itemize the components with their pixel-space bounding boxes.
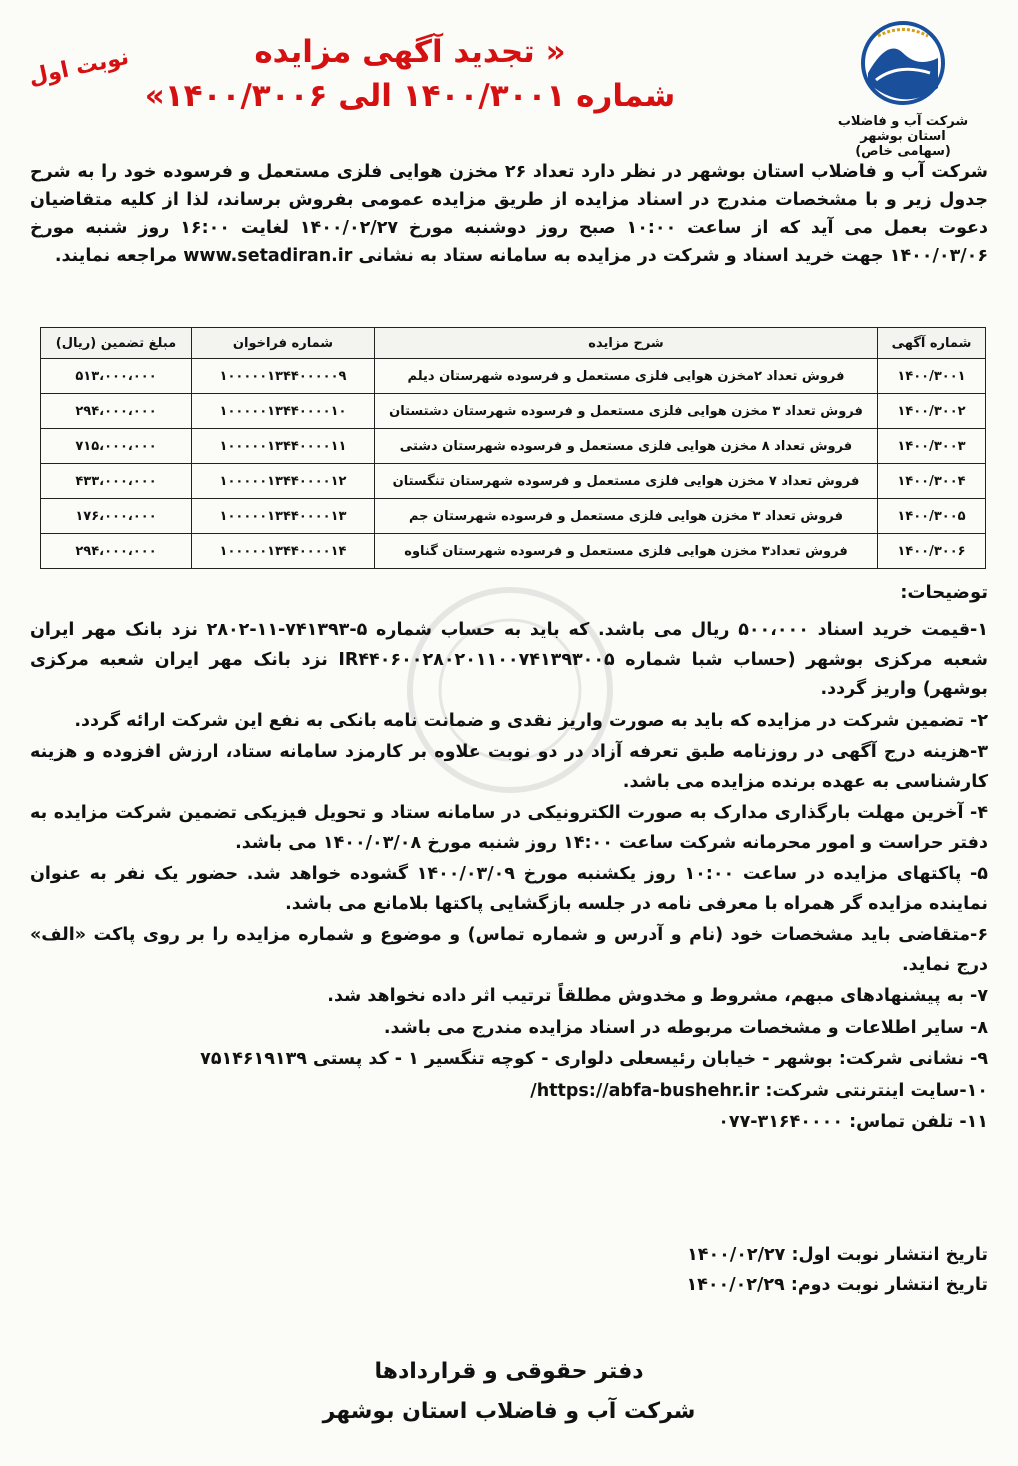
cell-notice-number: ۱۴۰۰/۳۰۰۵ xyxy=(878,499,986,534)
title-line-2: شماره ۱۴۰۰/۳۰۰۱ الی ۱۴۰۰/۳۰۰۶» xyxy=(144,78,676,114)
cell-call-number: ۱۰۰۰۰۰۱۳۴۴۰۰۰۰۱۳ xyxy=(192,499,375,534)
note-item: ۷- به پیشنهادهای مبهم، مشروط و مخدوش مطلقاً ترتیب اثر داده نخواهد شد. xyxy=(327,986,988,1006)
note-item: ۱-قیمت خرید اسناد ۵۰۰،۰۰۰ ریال می باشد. که باید به حساب شماره ۵-۷۴۱۳۹۳-۱۱-۲۸۰۲ نزد بانک مهر ایران شعبه مرکزی بوشهر (حساب شبا شماره IR۴۴۰۶۰۰۲۸۰۲۰۱۱۰۰۷۴۱۳۹۳۰۰۵ نزد بانک مهر ایران شعبه مرکزی بوشهر) واریز گردد. xyxy=(30,620,989,699)
footer-department: دفتر حقوقی و قراردادها xyxy=(374,1359,644,1384)
table-row xyxy=(41,534,986,569)
publication-date-first: تاریخ انتشار نوبت اول: ۱۴۰۰/۰۲/۲۷ xyxy=(687,1245,988,1265)
cell-notice-number: ۱۴۰۰/۳۰۰۴ xyxy=(878,464,986,499)
company-name: شرکت آب و فاضلاب استان بوشهر xyxy=(837,114,969,144)
company-type: (سهامی خاص) xyxy=(855,144,951,159)
intro-paragraph: شرکت آب و فاضلاب استان بوشهر در نظر دارد تعداد ۲۶ مخزن هوایی فلزی مستعمل و فرسوده خود را به شرح جدول زیر و با مشخصات مندرج در اسناد مزایده از طریق مزایده عمومی بفروش برساند، لذا از کلیه متقاضیان دعوت بعمل می آید که از ساعت ۱۰:۰۰ صبح روز دوشنبه مورخ ۱۴۰۰/۰۲/۲۷ لغایت ۱۶:۰۰ روز شنبه مورخ ۱۴۰۰/۰۳/۰۶ جهت خرید اسناد و شرکت در مزایده به سامانه ستاد به نشانی www.setadiran.ir مراجعه نمایند. xyxy=(30,162,988,266)
note-item: ۱۰-سایت اینترنتی شرکت: https://abfa-bushehr.ir/ xyxy=(530,1080,988,1101)
notice-title xyxy=(130,30,690,118)
cell-notice-number: ۱۴۰۰/۳۰۰۳ xyxy=(878,429,986,464)
cell-call-number: ۱۰۰۰۰۰۱۳۴۴۰۰۰۰۱۴ xyxy=(192,534,375,569)
header-description: شرح مزایده xyxy=(375,328,878,359)
note-item: ۲- تضمین شرکت در مزایده که باید به صورت واریز نقدی و ضمانت نامه بانکی به نفع این شرکت ارائه گردد. xyxy=(74,710,988,731)
note-item: ۵- پاکتهای مزایده در ساعت ۱۰:۰۰ روز یکشنبه مورخ ۱۴۰۰/۰۳/۰۹ گشوده خواهد شد. حضور یک نفر به عنوان نماینده مزایده گر همراه با معرفی نامه در جلسه بازگشایی پاکتها بلامانع می باشد. xyxy=(30,864,988,914)
table-row xyxy=(41,429,986,464)
cell-description: فروش تعداد ۸ مخزن هوایی فلزی مستعمل و فرسوده شهرستان دشتی xyxy=(375,429,878,464)
water-company-logo-icon xyxy=(858,18,948,108)
cell-call-number: ۱۰۰۰۰۰۱۳۴۴۰۰۰۰۱۱ xyxy=(192,429,375,464)
table-header-row xyxy=(41,328,986,359)
cell-guarantee-amount: ۱۷۶،۰۰۰،۰۰۰ xyxy=(41,499,192,534)
cell-guarantee-amount: ۲۹۴،۰۰۰،۰۰۰ xyxy=(41,394,192,429)
cell-guarantee-amount: ۴۳۳،۰۰۰،۰۰۰ xyxy=(41,464,192,499)
cell-description: فروش تعداد۳ مخزن هوایی فلزی مستعمل و فرسوده شهرستان گناوه xyxy=(375,534,878,569)
publication-dates xyxy=(687,1240,989,1300)
note-item: ۱۱- تلفن تماس: ۳۱۶۴۰۰۰۰-۰۷۷ xyxy=(718,1112,988,1132)
note-item: ۶-متقاضی باید مشخصات خود (نام و آدرس و شماره تماس) و موضوع و شماره مزایده را بر روی پاکت «الف» درج نماید. xyxy=(30,925,988,975)
note-item: ۴- آخرین مهلت بارگذاری مدارک به صورت الکترونیکی در سامانه ستاد و تحویل فیزیکی تضمین شرکت مزایده به دفتر حراست و امور محرمانه شرکت ساعت ۱۴:۰۰ روز شنبه مورخ ۱۴۰۰/۰۳/۰۸ می باشد. xyxy=(30,803,988,853)
title-line-1: « تجدید آگهی مزایده xyxy=(254,34,566,70)
cell-call-number: ۱۰۰۰۰۰۱۳۴۴۰۰۰۰۰۹ xyxy=(192,359,375,394)
notes-list xyxy=(30,616,988,1140)
publication-date-second: تاریخ انتشار نوبت دوم: ۱۴۰۰/۰۲/۲۹ xyxy=(686,1275,988,1295)
table-row xyxy=(41,359,986,394)
cell-description: فروش تعداد ۳ مخزن هوایی فلزی مستعمل و فرسوده شهرستان جم xyxy=(375,499,878,534)
signature-footer xyxy=(0,1352,1018,1432)
cell-notice-number: ۱۴۰۰/۳۰۰۱ xyxy=(878,359,986,394)
turn-label: نوبت اول xyxy=(26,44,132,91)
header-call-number: شماره فراخوان xyxy=(192,328,375,359)
header-guarantee-amount: مبلغ تضمین (ریال) xyxy=(41,328,192,359)
cell-guarantee-amount: ۷۱۵،۰۰۰،۰۰۰ xyxy=(41,429,192,464)
header-notice-number: شماره آگهی xyxy=(878,328,986,359)
table-row xyxy=(41,499,986,534)
auction-table xyxy=(40,327,986,569)
note-item: ۳-هزینه درج آگهی در روزنامه طبق تعرفه آزاد در دو نوبت علاوه بر کارمزد سامانه ستاد، ارزش افزوده و هزینه کارشناسی به عهده برنده مزایده می باشد. xyxy=(30,742,988,792)
cell-call-number: ۱۰۰۰۰۰۱۳۴۴۰۰۰۰۱۰ xyxy=(192,394,375,429)
cell-description: فروش تعداد ۷ مخزن هوایی فلزی مستعمل و فرسوده شهرستان تنگستان xyxy=(375,464,878,499)
note-item: ۸- سایر اطلاعات و مشخصات مربوطه در اسناد مزایده مندرج می باشد. xyxy=(383,1017,988,1038)
note-item: ۹- نشانی شرکت: بوشهر - خیابان رئیسعلی دلواری - کوچه تنگسیر ۱ - کد پستی ۷۵۱۴۶۱۹۱۳۹ xyxy=(200,1049,988,1069)
cell-guarantee-amount: ۲۹۴،۰۰۰،۰۰۰ xyxy=(41,534,192,569)
notes-title: توضیحات: xyxy=(900,582,988,603)
cell-call-number: ۱۰۰۰۰۰۱۳۴۴۰۰۰۰۱۲ xyxy=(192,464,375,499)
cell-notice-number: ۱۴۰۰/۳۰۰۲ xyxy=(878,394,986,429)
footer-company: شرکت آب و فاضلاب استان بوشهر xyxy=(322,1399,696,1424)
cell-guarantee-amount: ۵۱۳،۰۰۰،۰۰۰ xyxy=(41,359,192,394)
cell-description: فروش تعداد ۳ مخزن هوایی فلزی مستعمل و فرسوده شهرستان دشتستان xyxy=(375,394,878,429)
table-row xyxy=(41,464,986,499)
table-row xyxy=(41,394,986,429)
company-logo-block xyxy=(828,18,978,159)
cell-notice-number: ۱۴۰۰/۳۰۰۶ xyxy=(878,534,986,569)
cell-description: فروش تعداد ۲مخزن هوایی فلزی مستعمل و فرسوده شهرستان دیلم xyxy=(375,359,878,394)
